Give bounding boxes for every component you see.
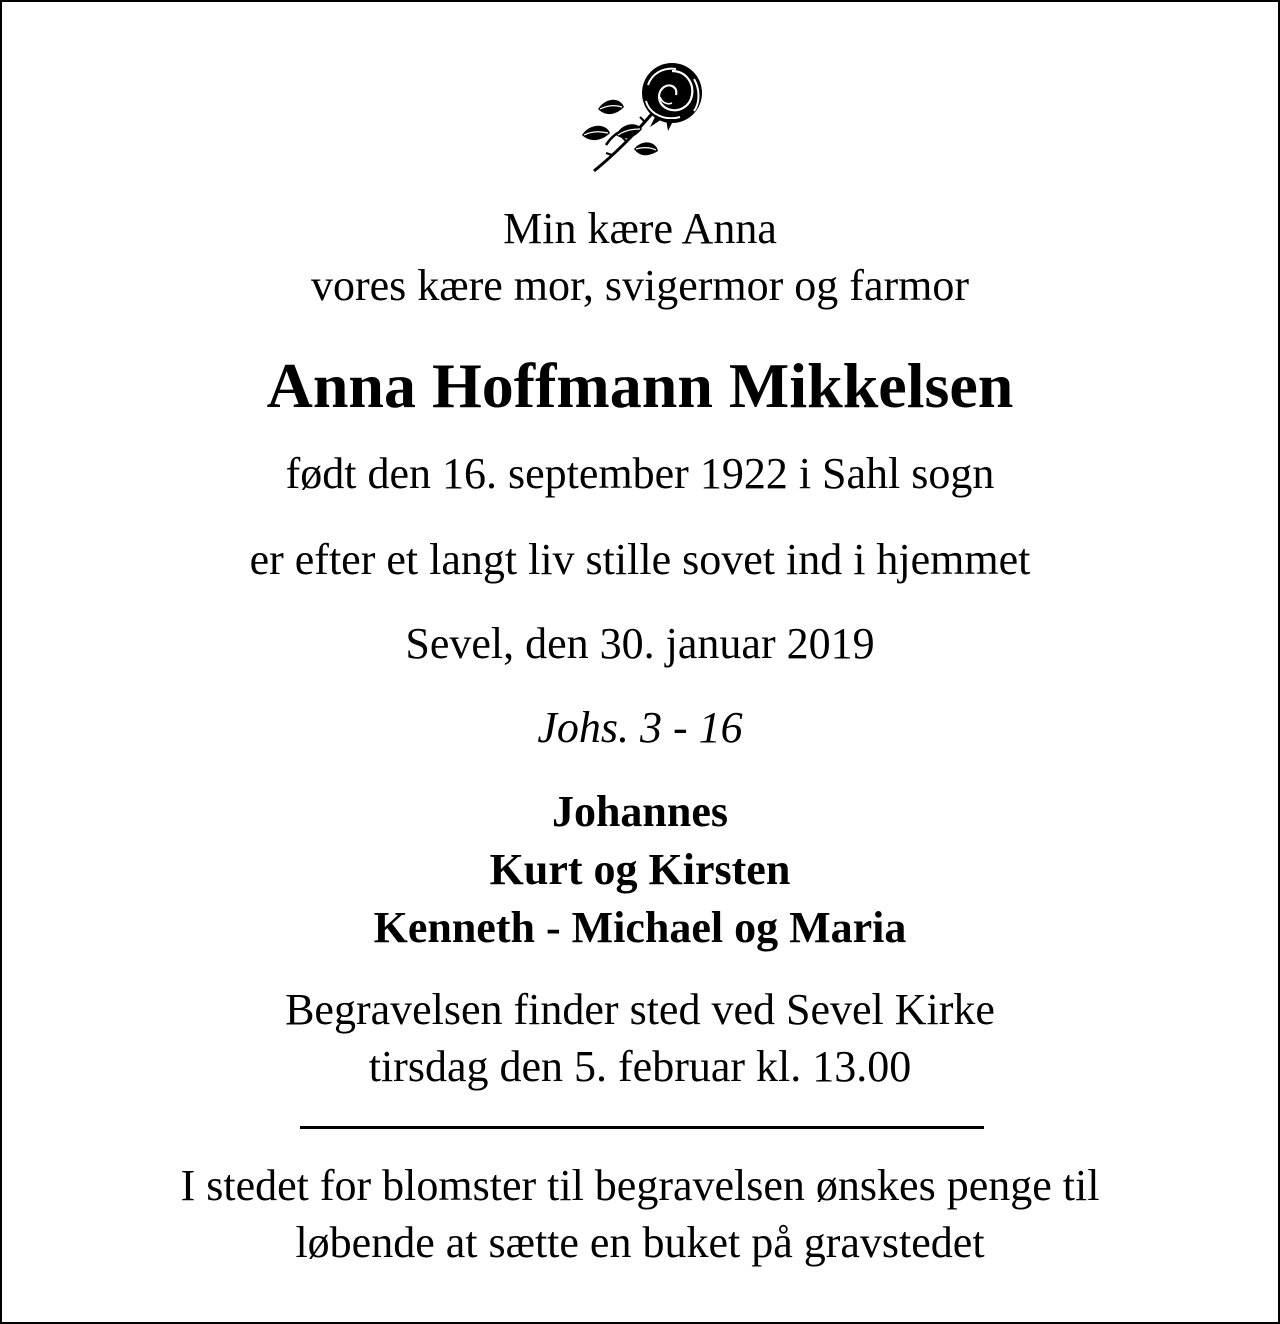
mourner-name: Kenneth - Michael og Maria <box>373 903 907 952</box>
wish-line-1: I stedet for blomster til begravelsen ønskes penge til <box>180 1161 1100 1210</box>
birth-line: født den 16. september 1922 i Sahl sogn <box>285 449 995 498</box>
wish-line-2: løbende at sætte en buket på gravstedet <box>295 1218 985 1267</box>
rose-icon <box>576 57 710 177</box>
divider <box>300 1126 984 1129</box>
funeral-line-2: tirsdag den 5. februar kl. 13.00 <box>368 1042 912 1091</box>
greeting-line-2: vores kære mor, svigermor og farmor <box>310 261 970 310</box>
deceased-name: Anna Hoffmann Mikkelsen <box>266 350 1014 421</box>
passing-line: er efter et langt liv stille sovet ind i hjemmet <box>249 535 1031 584</box>
greeting-line-1: Min kære Anna <box>503 204 777 253</box>
mourner-name: Johannes <box>551 787 729 836</box>
funeral-line-1: Begravelsen finder sted ved Sevel Kirke <box>285 985 995 1034</box>
bible-verse: Johs. 3 - 16 <box>537 703 743 752</box>
place-date-line: Sevel, den 30. januar 2019 <box>405 619 875 668</box>
mourner-name: Kurt og Kirsten <box>489 845 791 894</box>
